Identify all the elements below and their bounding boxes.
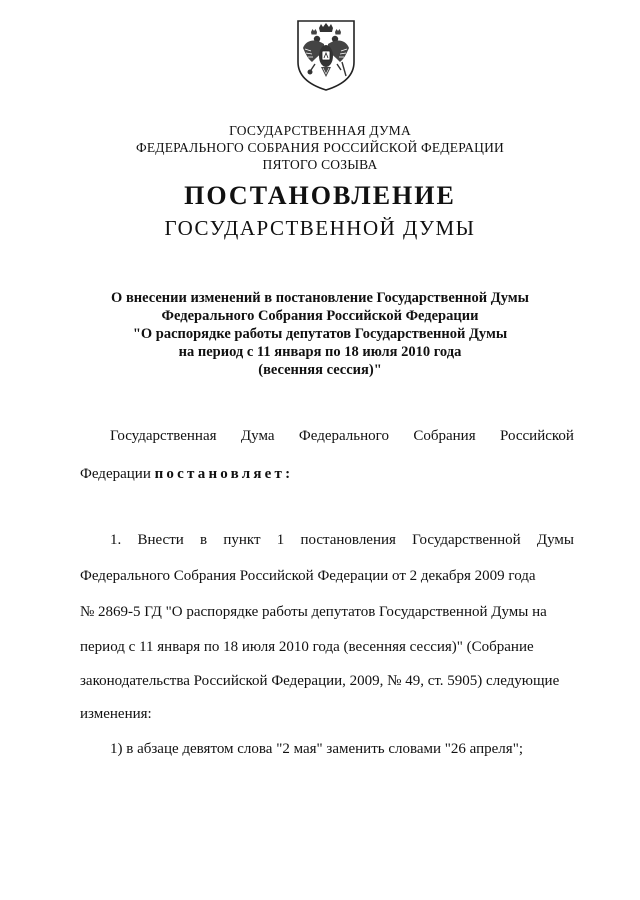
subject-line: "О распорядке работы депутатов Государственной Думы bbox=[132, 326, 508, 342]
preamble-line-2 bbox=[80, 466, 293, 483]
subject-line: О внесении изменений в постановление Государственной Думы bbox=[111, 290, 529, 306]
subject-line: (весенняя сессия)" bbox=[258, 362, 382, 378]
preamble-line-1 bbox=[110, 428, 574, 445]
preamble-word: Государственная bbox=[110, 428, 217, 444]
item1-word: 1 bbox=[276, 532, 285, 548]
item1-word: в bbox=[200, 532, 208, 548]
item1-word: Думы bbox=[536, 532, 574, 548]
item1-line-2: Федерального Собрания Российской Федерации от 2 декабря 2009 года bbox=[80, 568, 536, 584]
header-line-2: ФЕДЕРАЛЬНОГО СОБРАНИЯ РОССИЙСКОЙ ФЕДЕРАЦИИ bbox=[136, 140, 504, 155]
resolves-verb: постановляет: bbox=[154, 466, 294, 482]
item1-line-3: № 2869-5 ГД "О распорядке работы депутатов Государственной Думы на bbox=[80, 604, 547, 620]
document-subtitle: ГОСУДАРСТВЕННОЙ ДУМЫ bbox=[164, 216, 476, 240]
header-line-1: ГОСУДАРСТВЕННАЯ ДУМА bbox=[229, 123, 411, 138]
subitem-1: 1) в абзаце девятом слова "2 мая" заменить словами "26 апреля"; bbox=[110, 741, 523, 757]
coat-of-arms-icon bbox=[295, 18, 357, 92]
preamble-word: Российской bbox=[500, 428, 574, 444]
item1-word: 1. bbox=[110, 532, 122, 548]
document-title: ПОСТАНОВЛЕНИЕ bbox=[184, 181, 456, 210]
item1-word: пункт bbox=[223, 532, 261, 548]
item1-line-5: законодательства Российской Федерации, 2009, № 49, ст. 5905) следующие bbox=[80, 673, 560, 689]
preamble-word: Дума bbox=[240, 428, 275, 444]
item1-line-1 bbox=[110, 532, 574, 549]
preamble-word: Собрания bbox=[413, 428, 476, 444]
item1-line-6: изменения: bbox=[80, 706, 152, 722]
item1-line-4: период с 11 января по 18 июля 2010 года (весенняя сессия)" (Собрание bbox=[80, 639, 534, 655]
item1-word: постановления bbox=[300, 532, 396, 548]
preamble-word: Федерального bbox=[298, 428, 389, 444]
header-line-3: ПЯТОГО СОЗЫВА bbox=[262, 157, 378, 172]
preamble-subject: Федерации bbox=[80, 466, 155, 482]
subject-line: на период с 11 января по 18 июля 2010 года bbox=[178, 344, 462, 360]
item1-word: Государственной bbox=[412, 532, 521, 548]
subject-line: Федерального Собрания Российской Федерации bbox=[161, 308, 479, 324]
item1-word: Внести bbox=[137, 532, 184, 548]
